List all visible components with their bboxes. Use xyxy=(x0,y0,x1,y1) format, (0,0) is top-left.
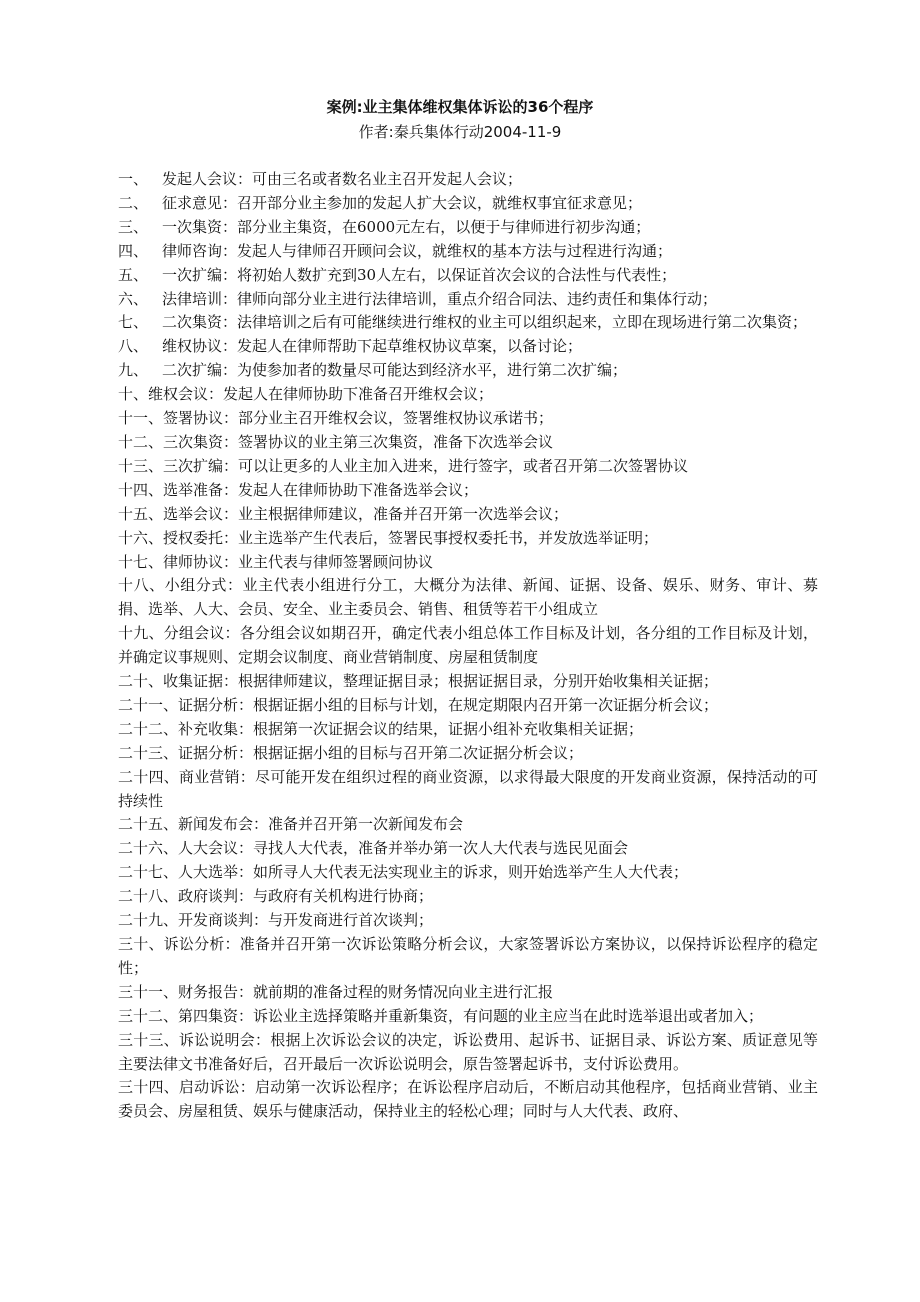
procedure-step xyxy=(118,168,818,192)
step-number: 十四、 xyxy=(118,480,164,499)
procedure-step xyxy=(118,622,818,670)
step-number: 三十、 xyxy=(118,935,164,953)
step-number: 五、 xyxy=(118,265,149,284)
step-text: 发起人在律师协助下准备选举会议； xyxy=(238,480,479,499)
step-number: 十一、 xyxy=(118,409,164,428)
procedure-step xyxy=(118,694,818,718)
step-text: 可以让更多的人业主加入进来，进行签字，或者召开第二次签署协议 xyxy=(238,456,689,475)
procedure-step xyxy=(118,885,818,909)
step-number: 十五、 xyxy=(118,504,164,523)
step-number: 十八、 xyxy=(118,576,165,595)
step-label: 小组分式： xyxy=(164,576,243,595)
procedure-step xyxy=(118,718,818,742)
procedure-step xyxy=(118,670,818,694)
step-label: 一次集资： xyxy=(162,217,238,236)
step-number: 二十七、 xyxy=(118,863,179,882)
step-number: 三十四、 xyxy=(118,1078,179,1097)
step-number: 三十三、 xyxy=(118,1030,179,1049)
step-number: 四、 xyxy=(118,241,149,260)
procedure-step xyxy=(118,1005,818,1029)
step-label: 二次集资： xyxy=(162,313,238,332)
step-label: 证据分析： xyxy=(178,743,254,762)
procedure-step xyxy=(118,551,818,575)
step-text: 准备并召开第一次诉讼策略分析会议，大家签署诉讼方案协议，以保持诉讼程序的稳定性； xyxy=(118,935,818,977)
step-text: 与开发商进行首次谈判； xyxy=(268,911,434,930)
step-label: 法律培训： xyxy=(162,289,238,308)
author-line: 作者:秦兵集体行动2004-11-9 xyxy=(358,123,562,141)
step-text: 发起人与律师召开顾问会议，就维权的基本方法与过程进行沟通； xyxy=(237,241,673,260)
step-text: 启动第一次诉讼程序；在诉讼程序启动后，不断启动其他程序，包括商业营销、业主委员会、房屋租赁、娱乐与健康活动，保持业主的轻松心理；同时与人大代表、政府、 xyxy=(118,1078,818,1121)
step-text: 根据律师建议，整理证据目录；根据证据目录，分别开始收集相关证据； xyxy=(238,672,719,691)
step-text: 发起人在律师协助下准备召开维权会议； xyxy=(223,385,494,404)
procedure-step xyxy=(118,455,818,479)
step-text: 律师向部分业主进行法律培训，重点介绍合同法、违约责任和集体行动； xyxy=(237,289,718,308)
step-label: 征求意见： xyxy=(162,193,238,212)
procedure-step xyxy=(118,192,818,216)
procedure-step xyxy=(118,766,818,814)
step-number: 十二、 xyxy=(118,432,164,451)
step-label: 维权会议： xyxy=(148,385,224,404)
step-number: 二十一、 xyxy=(118,695,179,714)
step-label: 三次扩编： xyxy=(163,456,239,475)
document-title: 案例:业主集体维权集体诉讼的36个程序 xyxy=(326,98,594,116)
procedure-step xyxy=(118,503,818,527)
step-text: 部分业主召开维权会议，签署维权协议承诺书； xyxy=(238,409,554,428)
step-text: 为使参加者的数量尽可能达到经济水平，进行第二次扩编； xyxy=(237,361,628,380)
procedure-step xyxy=(118,383,818,407)
step-text: 业主根据律师建议，准备并召开第一次选举会议； xyxy=(238,504,569,523)
step-label: 律师咨询： xyxy=(162,241,238,260)
step-label: 诉讼说明会： xyxy=(178,1030,271,1049)
step-text: 部分业主集资，在6000元左右，以便于与律师进行初步沟通； xyxy=(237,217,651,236)
step-label: 选举会议： xyxy=(163,504,239,523)
step-number: 十七、 xyxy=(118,552,164,571)
step-number: 十九、 xyxy=(118,624,164,643)
procedure-step xyxy=(118,264,818,288)
step-label: 发起人会议： xyxy=(162,170,253,188)
step-number: 三、 xyxy=(118,217,149,236)
step-label: 第四集资： xyxy=(178,1006,254,1025)
step-label: 启动诉讼： xyxy=(178,1078,255,1097)
step-text: 根据上次诉讼会议的决定，诉讼费用、起诉书、证据目录、诉讼方案、质证意见等主要法律文书准备好后，召开最后一次诉讼说明会，原告签署起诉书，支付诉讼费用。 xyxy=(118,1030,818,1073)
step-label: 一次扩编： xyxy=(162,265,238,284)
step-text: 业主选举产生代表后，签署民事授权委托书，并发放选举证明； xyxy=(238,528,659,547)
step-text: 寻找人大代表，准备并举办第一次人大代表与选民见面会 xyxy=(253,839,629,858)
step-text: 法律培训之后有可能继续进行维权的业主可以组织起来，立即在现场进行第二次集资； xyxy=(237,313,808,332)
step-text: 业主代表与律师签署顾问协议 xyxy=(238,552,434,571)
step-number: 二十八、 xyxy=(118,887,179,906)
step-number: 二十三、 xyxy=(118,743,179,762)
step-number: 十六、 xyxy=(118,528,164,547)
step-text: 准备并召开第一次新闻发布会 xyxy=(268,815,464,834)
step-text: 与政府有关机构进行协商； xyxy=(253,887,434,906)
step-text: 如所寻人大代表无法实现业主的诉求，则开始选举产生人大代表； xyxy=(253,863,689,882)
procedure-step xyxy=(118,527,818,551)
step-number: 二十六、 xyxy=(118,839,179,858)
step-number: 二十二、 xyxy=(118,719,179,738)
step-number: 三十一、 xyxy=(118,982,179,1001)
step-label: 收集证据： xyxy=(163,672,239,691)
step-number: 六、 xyxy=(118,289,149,308)
step-number: 二十、 xyxy=(118,672,164,691)
procedure-step xyxy=(118,359,818,383)
step-text: 签署协议的业主第三次集资，准备下次选举会议 xyxy=(238,432,554,451)
step-label: 诉讼分析： xyxy=(163,935,240,953)
step-label: 商业营销： xyxy=(178,767,255,786)
procedure-step xyxy=(118,813,818,837)
step-text: 就前期的准备过程的财务情况向业主进行汇报 xyxy=(253,982,554,1001)
step-text: 尽可能开发在组织过程的商业资源，以求得最大限度的开发商业资源，保持活动的可持续性 xyxy=(118,767,818,810)
step-number: 一、 xyxy=(118,170,149,188)
procedure-step xyxy=(118,288,818,312)
procedure-step xyxy=(118,240,818,264)
step-number: 二十四、 xyxy=(118,767,179,786)
procedure-step xyxy=(118,574,818,622)
step-label: 证据分析： xyxy=(178,695,254,714)
procedure-step xyxy=(118,981,818,1005)
step-text: 诉讼业主选择策略并重新集资，有问题的业主应当在此时选举退出或者加入； xyxy=(253,1006,764,1025)
procedure-step xyxy=(118,1029,818,1077)
step-text: 根据第一次证据会议的结果，证据小组补充收集相关证据； xyxy=(253,719,644,738)
step-number: 二十九、 xyxy=(118,911,179,930)
step-label: 三次集资： xyxy=(163,432,239,451)
procedure-step xyxy=(118,431,818,455)
step-text: 各分组会议如期召开，确定代表小组总体工作目标及计划，各分组的工作目标及计划，并确定议事规则、定期会议制度、商业营销制度、房屋租赁制度 xyxy=(118,624,818,667)
procedure-step xyxy=(118,216,818,240)
procedure-step xyxy=(118,933,818,981)
step-text: 发起人在律师帮助下起草维权协议草案，以备讨论； xyxy=(237,337,583,356)
step-text: 根据证据小组的目标与召开第二次证据分析会议； xyxy=(253,743,584,762)
step-label: 补充收集： xyxy=(178,719,254,738)
step-label: 二次扩编： xyxy=(162,361,238,380)
step-label: 授权委托： xyxy=(163,528,239,547)
step-text: 召开部分业主参加的发起人扩大会议，就维权事宜征求意见； xyxy=(237,193,643,212)
step-text: 根据证据小组的目标与计划，在规定期限内召开第一次证据分析会议； xyxy=(253,695,719,714)
step-text: 可由三名或者数名业主召开发起人会议； xyxy=(252,170,523,188)
step-label: 财务报告： xyxy=(178,982,254,1001)
step-label: 新闻发布会： xyxy=(178,815,269,834)
step-number: 十三、 xyxy=(118,456,164,475)
procedure-step xyxy=(118,909,818,933)
step-label: 维权协议： xyxy=(162,337,238,356)
procedure-list xyxy=(118,168,818,1124)
procedure-step xyxy=(118,479,818,503)
step-number: 二、 xyxy=(118,193,149,212)
procedure-step xyxy=(118,407,818,431)
step-number: 十、 xyxy=(118,385,149,404)
step-number: 八、 xyxy=(118,337,149,356)
step-text: 将初始人数扩充到30人左右，以保证首次会议的合法性与代表性； xyxy=(237,265,677,284)
step-label: 开发商谈判： xyxy=(178,911,269,930)
step-text: 业主代表小组进行分工，大概分为法律、新闻、证据、设备、娱乐、财务、审计、募捐、选举、人大、会员、安全、业主委员会、销售、租赁等若干小组成立 xyxy=(118,576,818,619)
step-label: 人大会议： xyxy=(178,839,254,858)
procedure-step xyxy=(118,861,818,885)
step-number: 二十五、 xyxy=(118,815,179,834)
step-number: 三十二、 xyxy=(118,1006,179,1025)
step-label: 律师协议： xyxy=(163,552,239,571)
step-number: 九、 xyxy=(118,361,149,380)
procedure-step xyxy=(118,1076,818,1124)
step-label: 政府谈判： xyxy=(178,887,254,906)
procedure-step xyxy=(118,335,818,359)
step-label: 签署协议： xyxy=(163,409,239,428)
procedure-step xyxy=(118,311,818,335)
step-label: 分组会议： xyxy=(163,624,240,643)
step-label: 人大选举： xyxy=(178,863,254,882)
procedure-step xyxy=(118,742,818,766)
step-label: 选举准备： xyxy=(163,480,239,499)
procedure-step xyxy=(118,837,818,861)
step-number: 七、 xyxy=(118,313,149,332)
